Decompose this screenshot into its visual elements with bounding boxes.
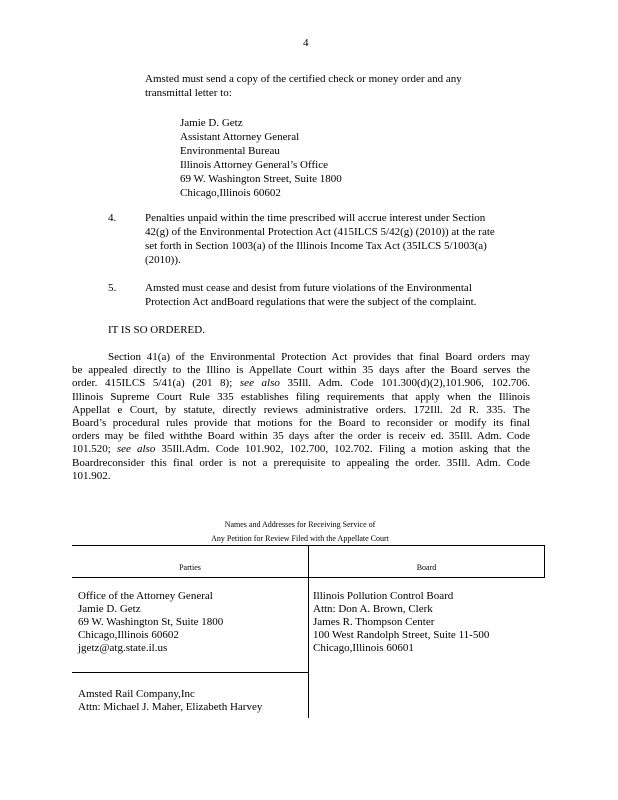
page-number: 4 [303, 37, 309, 49]
column-header-parties: Parties [179, 563, 201, 572]
paragraph-line: Board’s procedural rules provide that motions for the Board to reconsider or modify its final [72, 416, 530, 429]
parties-amsted-block [78, 688, 262, 714]
board-line: 100 West Randolph Street, Suite 11-500 [313, 629, 490, 641]
party-line: Jamie D. Getz [78, 603, 141, 615]
party-line: Attn: Michael J. Maher, Elizabeth Harvey [78, 701, 263, 713]
table-heading-line-1: Names and Addresses for Receiving Service of [224, 520, 376, 529]
board-line: Illinois Pollution Control Board [313, 590, 454, 602]
board-block [313, 590, 489, 655]
address-line: Chicago,Illinois 60602 [180, 187, 281, 199]
parties-divider-rule [72, 672, 308, 673]
mailing-address [180, 116, 342, 200]
see-also-italic: see also [116, 443, 156, 456]
parties-attorney-general-block [78, 590, 223, 655]
party-line: 69 W. Washington St, Suite 1800 [78, 616, 224, 628]
board-line: Chicago,Illinois 60601 [313, 642, 414, 654]
party-line: Chicago,Illinois 60602 [78, 629, 179, 641]
item-number: 4. [108, 212, 117, 224]
party-line: Office of the Attorney General [78, 590, 213, 602]
address-line: 69 W. Washington Street, Suite 1800 [180, 173, 342, 185]
paragraph-segment: 35Ill. Adm. Code 101.300(d)(2),101.906, 102.706. [287, 377, 531, 390]
mailing-intro-line-2: transmittal letter to: [145, 87, 232, 99]
paragraph-line: Boardreconsider this final order is not a prerequisite to appealing the order. 35Ill. Adm. Code [72, 456, 530, 469]
item-line: Protection Act andBoard regulations that were the subject of the complaint. [145, 296, 477, 308]
ordered-statement: IT IS SO ORDERED. [108, 324, 205, 336]
paragraph-line: 101.902. [72, 469, 111, 482]
paragraph-segment: 35Ill.Adm. Code 101.902, 102.700, 102.702. Filing a motion asking that the [161, 443, 530, 456]
address-line: Environmental Bureau [180, 145, 280, 157]
address-line: Assistant Attorney General [180, 131, 300, 143]
paragraph-line: Illinois Supreme Court Rule 335 establishes filing requirements that apply when the Illinois [72, 390, 530, 403]
paragraph-line: Section 41(a) of the Environmental Protection Act provides that final Board orders may [108, 351, 530, 363]
item-line: set forth in Section 1003(a) of the Illinois Income Tax Act (35ILCS 5/1003(a) [145, 240, 487, 252]
item-5-text [145, 281, 476, 309]
mailing-intro-line-1: Amsted must send a copy of the certified check or money order and any [145, 73, 462, 85]
item-4-text [145, 211, 495, 267]
see-also-italic: see also [239, 377, 280, 390]
item-number: 5. [108, 282, 117, 294]
table-heading-line-2: Any Petition for Review Filed with the Appellate Court [211, 534, 389, 543]
paragraph-line [72, 377, 530, 390]
item-line: Amsted must cease and desist from future violations of the Environmental [145, 282, 472, 294]
board-line: Attn: Don A. Brown, Clerk [313, 603, 433, 615]
paragraph-segment: 101.520; [72, 443, 111, 456]
paragraph-line: Appellat e Court, by statute, directly reviews administrative orders. 172Ill. 2d R. 335. The [72, 403, 530, 416]
party-line: Amsted Rail Company,Inc [78, 688, 195, 700]
party-email: jgetz@atg.state.il.us [78, 642, 168, 654]
paragraph-segment: order. 415ILCS 5/41(a) (201 8); [72, 377, 233, 390]
item-line: Penalties unpaid within the time prescribed will accrue interest under Section [145, 212, 486, 224]
paragraph-line: be appealed directly to the Illino is Appellate Court within 35 days after the Board serves the [72, 364, 530, 377]
paragraph-line: orders may be filed withthe Board within 35 days after the order is receiv ed. 35Ill. Adm. Code [72, 430, 530, 443]
item-line: (2010)). [145, 254, 181, 266]
board-line: James R. Thompson Center [313, 616, 435, 628]
paragraph-line [72, 443, 530, 456]
address-line: Jamie D. Getz [180, 117, 243, 129]
item-line: 42(g) of the Environmental Protection Act (415ILCS 5/42(g) (2010)) at the rate [145, 226, 495, 238]
column-header-board: Board [416, 563, 437, 572]
section-41-paragraph [72, 351, 530, 483]
address-line: Illinois Attorney General’s Office [180, 159, 328, 171]
table-right-border [544, 546, 545, 578]
